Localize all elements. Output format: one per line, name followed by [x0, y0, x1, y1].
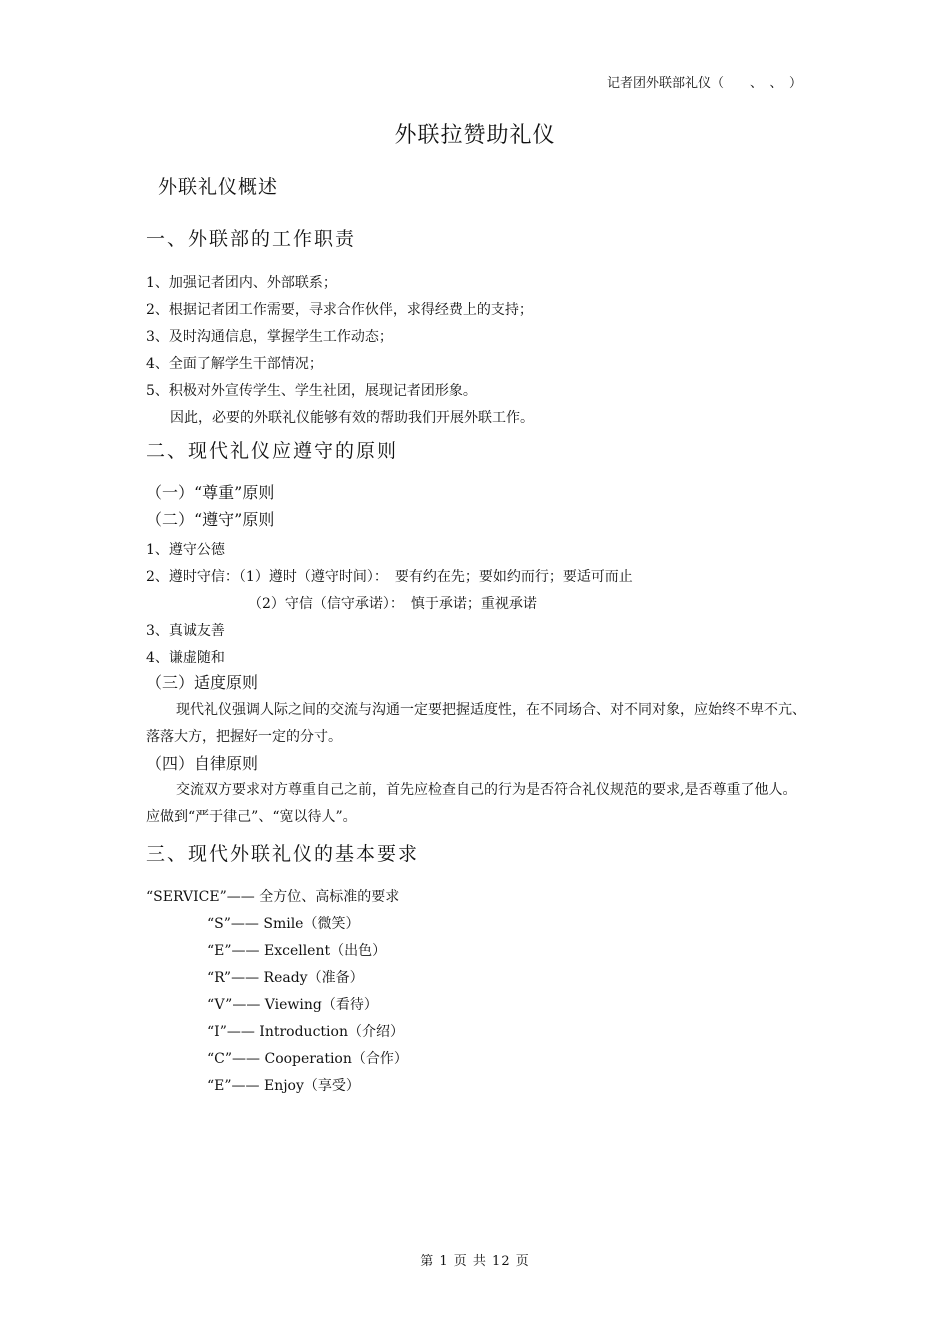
service-letter-item: “E”—— Enjoy（享受）: [207, 1078, 360, 1094]
service-letter-item: “C”—— Cooperation（合作）: [207, 1051, 408, 1067]
principle-selfdiscipline-heading: （四）自律原则: [146, 754, 259, 773]
comply-item-continued: （2）守信（信守承诺）： 慎于承诺；重视承诺: [248, 596, 537, 612]
principle-moderation-text: 现代礼仪强调人际之间的交流与沟通一定要把握适度性，在不同场合、对不同对象，应始终不卑不亢、落落大方，把握好一定的分寸。: [146, 702, 806, 745]
principle-respect-heading: （一）“尊重”原则: [146, 483, 275, 502]
page-title: 外联拉赞助礼仪: [394, 123, 556, 148]
principle-comply-heading: （二）“遵守”原则: [146, 510, 275, 529]
comply-item: 4、谦虚随和: [146, 650, 225, 666]
principle-selfdiscipline-text: 交流双方要求对方尊重自己之前，首先应检查自己的行为是否符合礼仪规范的要求,是否尊重了他人。应做到“严于律己”、“宽以待人”。: [146, 782, 797, 825]
principle-moderation-heading: （三）适度原则: [146, 673, 259, 692]
service-letter-item: “I”—— Introduction（介绍）: [207, 1024, 404, 1040]
service-letter-item: “R”—— Ready（准备）: [207, 970, 364, 986]
section1-item: 2、根据记者团工作需要，寻求合作伙伴，求得经费上的支持；: [146, 302, 533, 318]
section3-heading: 三、现代外联礼仪的基本要求: [146, 843, 420, 865]
section1-item: 3、及时沟通信息，掌握学生工作动态；: [146, 329, 393, 345]
overview-heading: 外联礼仪概述: [158, 176, 279, 198]
comply-item: 1、遵守公德: [146, 542, 225, 558]
section1-item: 5、积极对外宣传学生、学生社团，展现记者团形象。: [146, 383, 477, 399]
service-line: “SERVICE”—— 全方位、高标准的要求: [146, 889, 400, 905]
service-letter-item: “V”—— Viewing（看待）: [207, 997, 378, 1013]
section1-item: 1、加强记者团内、外部联系；: [146, 275, 337, 291]
section1-item: 4、全面了解学生干部情况；: [146, 356, 323, 372]
page-footer: 第 1 页 共 12 页: [420, 1254, 530, 1269]
section2-heading: 二、现代礼仪应遵守的原则: [146, 440, 399, 462]
service-letter-item: “E”—— Excellent（出色）: [207, 943, 387, 959]
section1-heading: 一、外联部的工作职责: [146, 228, 357, 250]
service-letter-item: “S”—— Smile（微笑）: [207, 916, 360, 932]
section1-conclusion: 因此，必要的外联礼仪能够有效的帮助我们开展外联工作。: [170, 410, 534, 426]
running-header: 记者团外联部礼仪（ 、 、 ）: [606, 76, 802, 91]
comply-item: 2、遵时守信：（1）遵时（遵守时间）： 要有约在先；要如约而行；要适可而止: [146, 569, 633, 585]
comply-item: 3、真诚友善: [146, 623, 225, 639]
